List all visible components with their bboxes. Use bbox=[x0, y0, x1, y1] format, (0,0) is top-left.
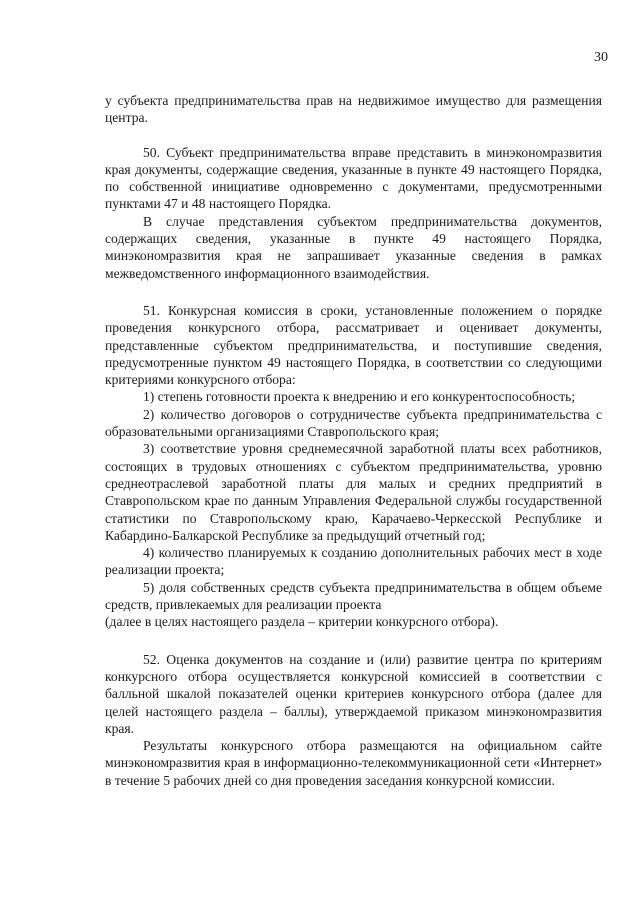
criterion-2: 2) количество договоров о сотрудничестве субъекта предпринимательства с образовательными организациями Ставропольского края; bbox=[105, 406, 602, 440]
criteria-definition: (далее в целях настоящего раздела – критерии конкурсного отбора). bbox=[105, 614, 499, 630]
document-body bbox=[105, 92, 602, 789]
paragraph-gap bbox=[105, 127, 602, 144]
paragraph-51: 51. Конкурсная комиссия в сроки, установленные положением о порядке проведения конкурсного отбора, рассматривает и оценивает документы, представленные субъектом предпринимательства, и поступившие сведения, предусмотренные пунктом 49 настоящего Порядка, в соответствии со следующими критериями конкурсного отбора: bbox=[105, 302, 602, 388]
paragraph-gap bbox=[105, 631, 602, 651]
paragraph-50-second: В случае представления субъектом предпринимательства документов, содержащих сведения, указанные в пункте 49 настоящего Порядка, минэкономразвития края не запрашивает указанные сведения в рамках межведомственного информационного взаимодействия. bbox=[105, 213, 602, 281]
paragraph-gap bbox=[105, 282, 602, 302]
paragraph-continuation: у субъекта предпринимательства прав на недвижимое имущество для размещения центра. bbox=[105, 93, 602, 126]
paragraph-52-second: Результаты конкурсного отбора размещаются на официальном сайте минэкономразвития края в информационно-телекоммуникационной сети «Интернет» в течение 5 рабочих дней со дня проведения заседания конкурсной комиссии. bbox=[105, 738, 602, 788]
criterion-4: 4) количество планируемых к созданию дополнительных рабочих мест в ходе реализации проекта; bbox=[105, 545, 602, 578]
paragraph-50: 50. Субъект предпринимательства вправе представить в минэкономразвития края документы, содержащие сведения, указанные в пункте 49 настоящего Порядка, по собственной инициативе одновременно с документами, предусмотренными пунктами 47 и 48 настоящего Порядка. bbox=[105, 144, 602, 212]
criterion-1: 1) степень готовности проекта к внедрению и его конкурентоспособность; bbox=[143, 389, 576, 405]
paragraph-52: 52. Оценка документов на создание и (или) развитие центра по критериям конкурсного отбора осуществляется конкурсной комиссией в соответствии с балльной шкалой показателей оценки критериев конкурсного отбора (далее для целей настоящего раздела – баллы), утверждаемой приказом минэкономразвития края. bbox=[105, 651, 602, 736]
criterion-5: 5) доля собственных средств субъекта предпринимательства в общем объеме средств, привлекаемых для реализации проекта bbox=[105, 579, 602, 613]
page-number: 30 bbox=[594, 50, 608, 65]
criterion-3: 3) соответствие уровня среднемесячной заработной платы всех работников, состоящих в трудовых отношениях с субъектом предпринимательства, уровню среднеотраслевой заработной платы для малых и средних предприятий в Ставропольском крае по данным Управления Федеральной службы государственной статистики по Ставропольскому краю, Карачаево-Черкесской Республике и Кабардино-Балкарской Республике за предыдущий отчетный год; bbox=[105, 441, 602, 543]
